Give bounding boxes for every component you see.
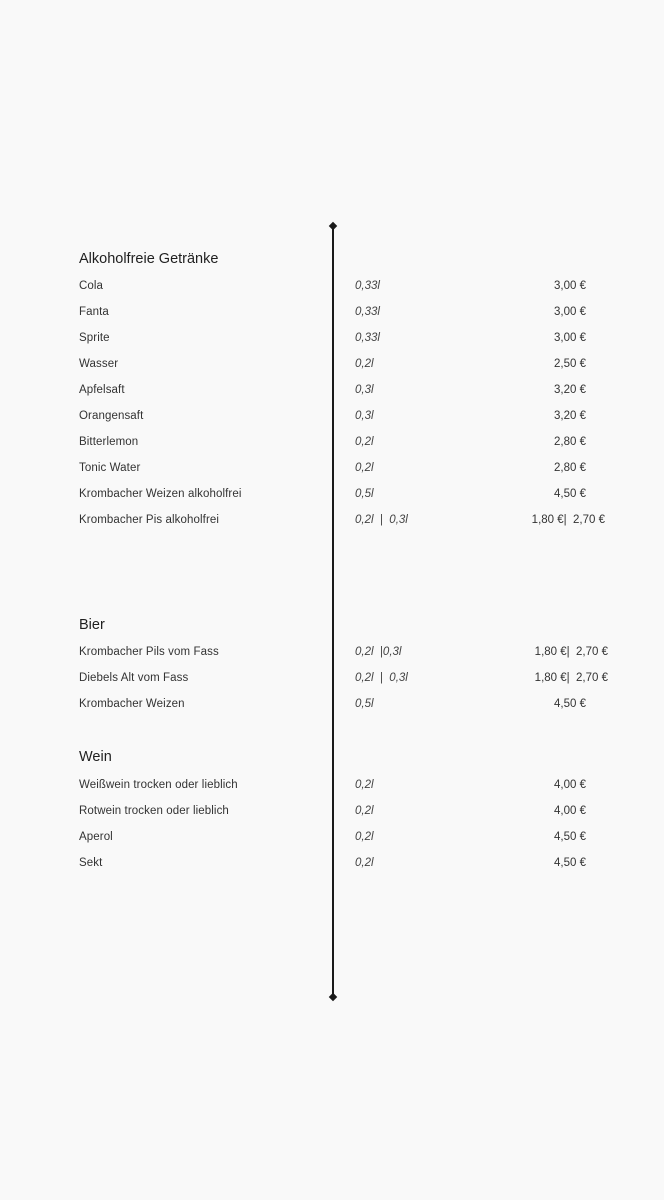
item-size: 0,5l bbox=[355, 698, 374, 710]
item-size: 0,2l | 0,3l bbox=[355, 672, 408, 684]
item-price: 3,00 € bbox=[554, 280, 586, 292]
item-size: 0,33l bbox=[355, 280, 380, 292]
item-price: 3,00 € bbox=[554, 306, 586, 318]
item-price: 1,80 €| 2,70 € bbox=[531, 514, 605, 526]
menu-item bbox=[0, 488, 664, 508]
menu-item bbox=[0, 779, 664, 799]
menu-item bbox=[0, 514, 664, 534]
menu-item bbox=[0, 805, 664, 825]
item-price: 4,00 € bbox=[554, 805, 586, 817]
item-size: 0,33l bbox=[355, 332, 380, 344]
section-title-bier: Bier bbox=[79, 617, 105, 633]
item-price: 4,00 € bbox=[554, 779, 586, 791]
menu-item bbox=[0, 857, 664, 877]
menu-item bbox=[0, 306, 664, 326]
item-size: 0,2l | 0,3l bbox=[355, 514, 408, 526]
item-size: 0,3l bbox=[355, 410, 374, 422]
item-price: 2,80 € bbox=[554, 462, 586, 474]
menu-item bbox=[0, 436, 664, 456]
item-price: 4,50 € bbox=[554, 857, 586, 869]
item-name: Krombacher Weizen alkoholfrei bbox=[79, 488, 242, 500]
item-price: 1,80 €| 2,70 € bbox=[534, 646, 608, 658]
item-price: 1,80 €| 2,70 € bbox=[534, 672, 608, 684]
item-name: Sekt bbox=[79, 857, 103, 869]
item-size: 0,2l bbox=[355, 358, 374, 370]
item-price: 2,80 € bbox=[554, 436, 586, 448]
item-price: 4,50 € bbox=[554, 488, 586, 500]
item-size: 0,2l |0,3l bbox=[355, 646, 402, 658]
item-name: Bitterlemon bbox=[79, 436, 139, 448]
item-price: 4,50 € bbox=[554, 831, 586, 843]
item-name: Cola bbox=[79, 280, 104, 292]
section-title-wein: Wein bbox=[79, 749, 112, 765]
item-name: Apfelsaft bbox=[79, 384, 125, 396]
menu-item bbox=[0, 280, 664, 300]
item-name: Diebels Alt vom Fass bbox=[79, 672, 189, 684]
item-size: 0,2l bbox=[355, 857, 374, 869]
item-price: 4,50 € bbox=[554, 698, 586, 710]
item-size: 0,5l bbox=[355, 488, 374, 500]
item-name: Sprite bbox=[79, 332, 110, 344]
item-price: 3,00 € bbox=[554, 332, 586, 344]
item-name: Weißwein trocken oder lieblich bbox=[79, 779, 238, 791]
item-size: 0,2l bbox=[355, 805, 374, 817]
menu-item bbox=[0, 462, 664, 482]
item-size: 0,2l bbox=[355, 436, 374, 448]
item-name: Wasser bbox=[79, 358, 119, 370]
menu-item bbox=[0, 358, 664, 378]
item-size: 0,3l bbox=[355, 384, 374, 396]
item-name: Fanta bbox=[79, 306, 109, 318]
item-name: Krombacher Pis alkoholfrei bbox=[79, 514, 220, 526]
menu-item bbox=[0, 698, 664, 718]
item-name: Krombacher Pils vom Fass bbox=[79, 646, 219, 658]
item-name: Krombacher Weizen bbox=[79, 698, 185, 710]
menu-item bbox=[0, 672, 664, 692]
section-title-alkoholfreie-getraenke: Alkoholfreie Getränke bbox=[79, 251, 219, 267]
item-price: 3,20 € bbox=[554, 384, 586, 396]
item-size: 0,2l bbox=[355, 779, 374, 791]
item-name: Tonic Water bbox=[79, 462, 141, 474]
item-price: 2,50 € bbox=[554, 358, 586, 370]
item-name: Orangensaft bbox=[79, 410, 144, 422]
menu-item bbox=[0, 646, 664, 666]
menu-item bbox=[0, 831, 664, 851]
menu-item bbox=[0, 332, 664, 352]
item-name: Rotwein trocken oder lieblich bbox=[79, 805, 229, 817]
item-size: 0,2l bbox=[355, 831, 374, 843]
menu-item bbox=[0, 410, 664, 430]
menu-item bbox=[0, 384, 664, 404]
item-size: 0,33l bbox=[355, 306, 380, 318]
item-size: 0,2l bbox=[355, 462, 374, 474]
item-name: Aperol bbox=[79, 831, 113, 843]
item-price: 3,20 € bbox=[554, 410, 586, 422]
